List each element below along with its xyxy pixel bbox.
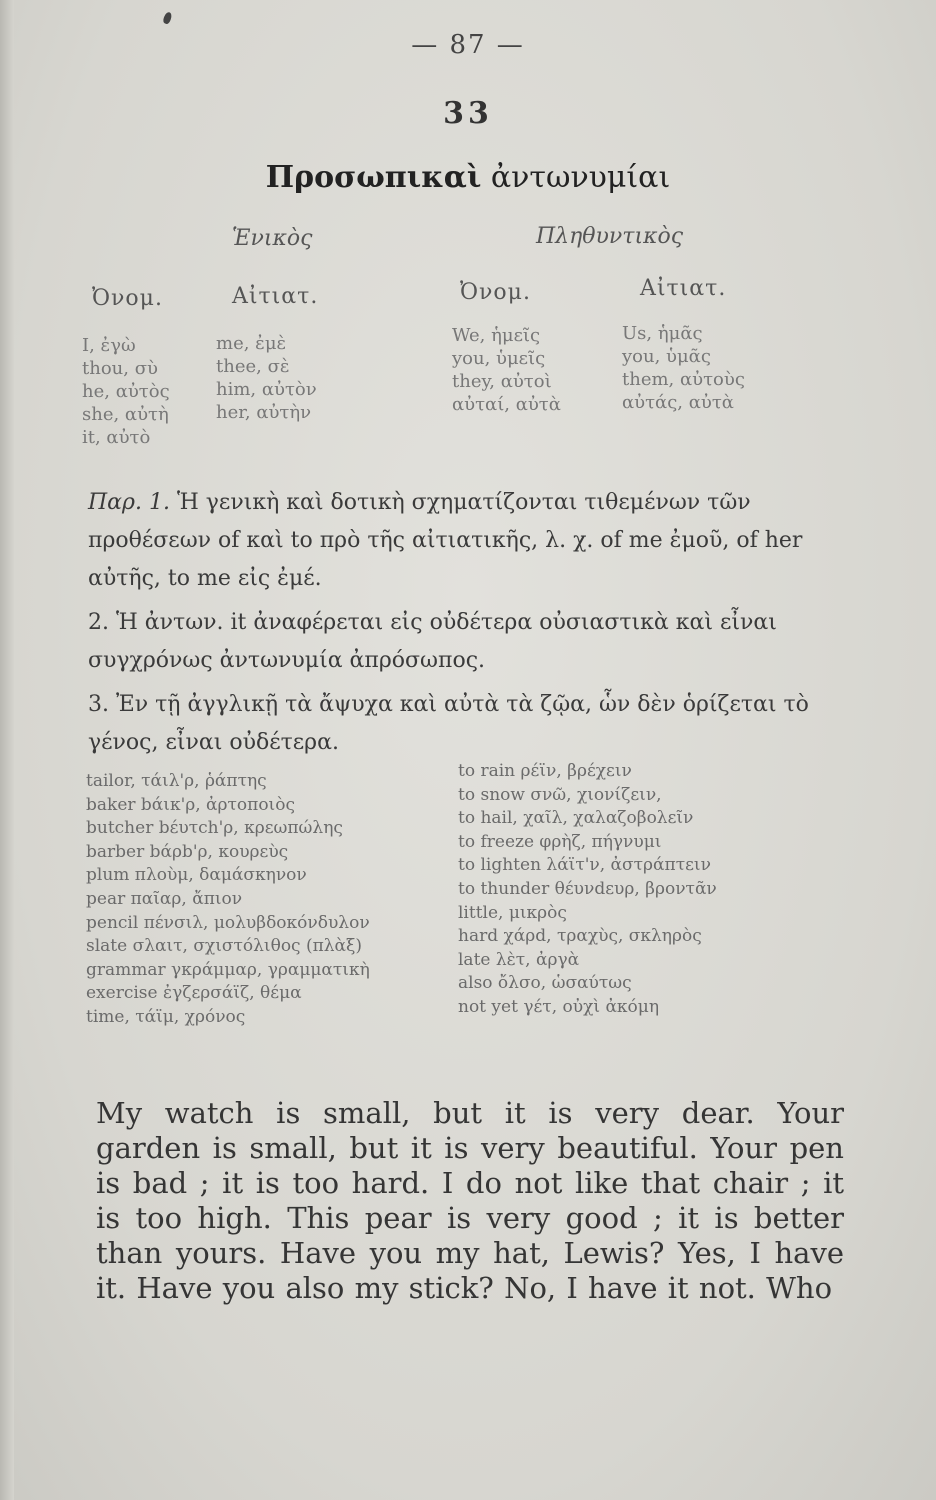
vocab-item: to thunder θέυνdευρ, βροντᾶν [458, 878, 717, 899]
vocab-item: to freeze φρὴζ, πήγνυμι [458, 831, 662, 852]
vocab-item: late λὲτ, ἀργὰ [458, 949, 580, 970]
vocab-item: also ὄλσο, ὡσαύτως [458, 973, 632, 994]
pronoun-row: αὐταί, αὐτὰ [452, 394, 561, 415]
pronoun-row: you, ὑμᾶς [622, 346, 711, 367]
pronoun-row: they, αὐτοὶ [452, 371, 552, 392]
vocab-item: plum πλοὺμ, δαμάσκηνον [86, 865, 307, 886]
page-title [0, 160, 936, 195]
plural-nominative-list [452, 324, 561, 416]
vocab-item: slate σλαιτ, σχιστόλιθος (πλὰξ) [86, 936, 363, 957]
ink-mark [162, 11, 173, 25]
exercise-text: My watch is small, but it is very dear. Your garden is small, but it is very beautiful. Your pen is bad ; it is too hard. I do not like that chair ; it is too high. This pear is very good ; it is better than yours. Have you my hat, Lewis? Yes, I have it. Have you also my stick? No, I have it not. Who [96, 1096, 844, 1305]
singular-nom-header: Ὀνομ. [92, 286, 163, 311]
pronoun-row: thou, σὺ [82, 358, 158, 379]
note-1 [88, 484, 828, 598]
page-spine-shadow [0, 0, 14, 1500]
pronoun-row: αὐτάς, αὐτὰ [622, 392, 734, 413]
title-bold: Προσωπικαὶ [265, 160, 482, 195]
vocab-item: to snow σνῶ, χιονίζειν, [458, 784, 662, 805]
vocab-item: not yet γέτ, οὐχὶ ἀκόμη [458, 996, 660, 1017]
page-number: — 87 — [411, 30, 525, 60]
pronoun-row: he, αὐτὸς [82, 381, 170, 402]
note-1-label: Παρ. 1. [88, 490, 170, 515]
singular-acc-header: Αἰτιατ. [232, 284, 319, 309]
pronoun-row: him, αὐτὸν [216, 379, 317, 400]
vocab-item: baker bάικ'ρ, ἀρτοποιὸς [86, 794, 295, 815]
section-number: 33 [443, 96, 493, 131]
vocab-item: to lighten λάϊτ'ν, ἀστράπτειν [458, 855, 711, 876]
pronoun-row: me, ἐμὲ [216, 333, 287, 354]
plural-header: Πληθυντικὸς [536, 224, 684, 249]
vocab-item: little, μικρὸς [458, 902, 567, 923]
vocab-item: pencil πένσιλ, μολυβδοκόνδυλον [86, 912, 370, 933]
singular-accusative-list [216, 332, 317, 424]
pronoun-row: I, ἐγὼ [82, 335, 136, 356]
vocabulary-right [458, 760, 717, 1020]
pronoun-row: it, αὐτὸ [82, 427, 151, 448]
pronoun-row: her, αὐτὴν [216, 402, 312, 423]
plural-nom-header: Ὀνομ. [460, 280, 531, 305]
vocabulary-left [86, 770, 370, 1030]
vocab-item: time, τάϊμ, χρόνος [86, 1006, 246, 1027]
pronoun-row: them, αὐτοὺς [622, 369, 745, 390]
singular-header: Ἑνικὸς [232, 226, 313, 251]
pronoun-row: thee, σὲ [216, 356, 290, 377]
pronoun-row: We, ἡμεῖς [452, 325, 541, 346]
note-3: 3. Ἐν τῇ ἀγγλικῇ τὰ ἄψυχα καὶ αὐτὰ τὰ ζῷα, ὧν δὲν ὁρίζεται τὸ γένος, εἶναι οὐδέτερα. [88, 692, 809, 755]
singular-nominative-list [82, 334, 170, 449]
vocab-item: pear παῖαρ, ἄπιον [86, 888, 243, 909]
pronoun-row: you, ὑμεῖς [452, 348, 546, 369]
plural-accusative-list [622, 322, 745, 414]
title-rest: ἀντωνυμίαι [490, 160, 671, 195]
vocab-item: tailor, τάιλ'ρ, ῥάπτης [86, 771, 267, 791]
vocab-item: to rain ρέϊν, βρέχειν [458, 761, 632, 781]
vocab-item: to hail, χαῖλ, χαλαζοβολεῖν [458, 808, 694, 829]
vocab-item: hard χάρd, τραχὺς, σκληρὸς [458, 926, 702, 947]
vocab-item: grammar γκράμμαρ, γραμματικὴ [86, 959, 370, 980]
pronoun-row: she, αὐτὴ [82, 404, 169, 425]
vocab-item: butcher bέυτch'ρ, κρεωπώλης [86, 818, 343, 839]
vocab-item: exercise ἐγζερσάϊζ, θέμα [86, 983, 302, 1004]
pronoun-row: Us, ἡμᾶς [622, 323, 703, 344]
plural-acc-header: Αἰτιατ. [640, 276, 727, 301]
note-1-text: Ἡ γενικὴ καὶ δοτικὴ σχηματίζονται τιθεμένων τῶν προθέσεων of καὶ to πρὸ τῆς αἰτιατικῆς, λ. χ. of me ἐμοῦ, of her αὐτῆς, to me εἰς ἐμέ. [88, 490, 803, 591]
grammar-notes [88, 484, 828, 762]
vocab-item: barber bάρb'ρ, κουρεὺς [86, 841, 289, 862]
note-2: 2. Ἡ ἀντων. it ἀναφέρεται εἰς οὐδέτερα οὐσιαστικὰ καὶ εἶναι συγχρόνως ἀντωνυμία ἀπρόσωπος. [88, 610, 777, 673]
